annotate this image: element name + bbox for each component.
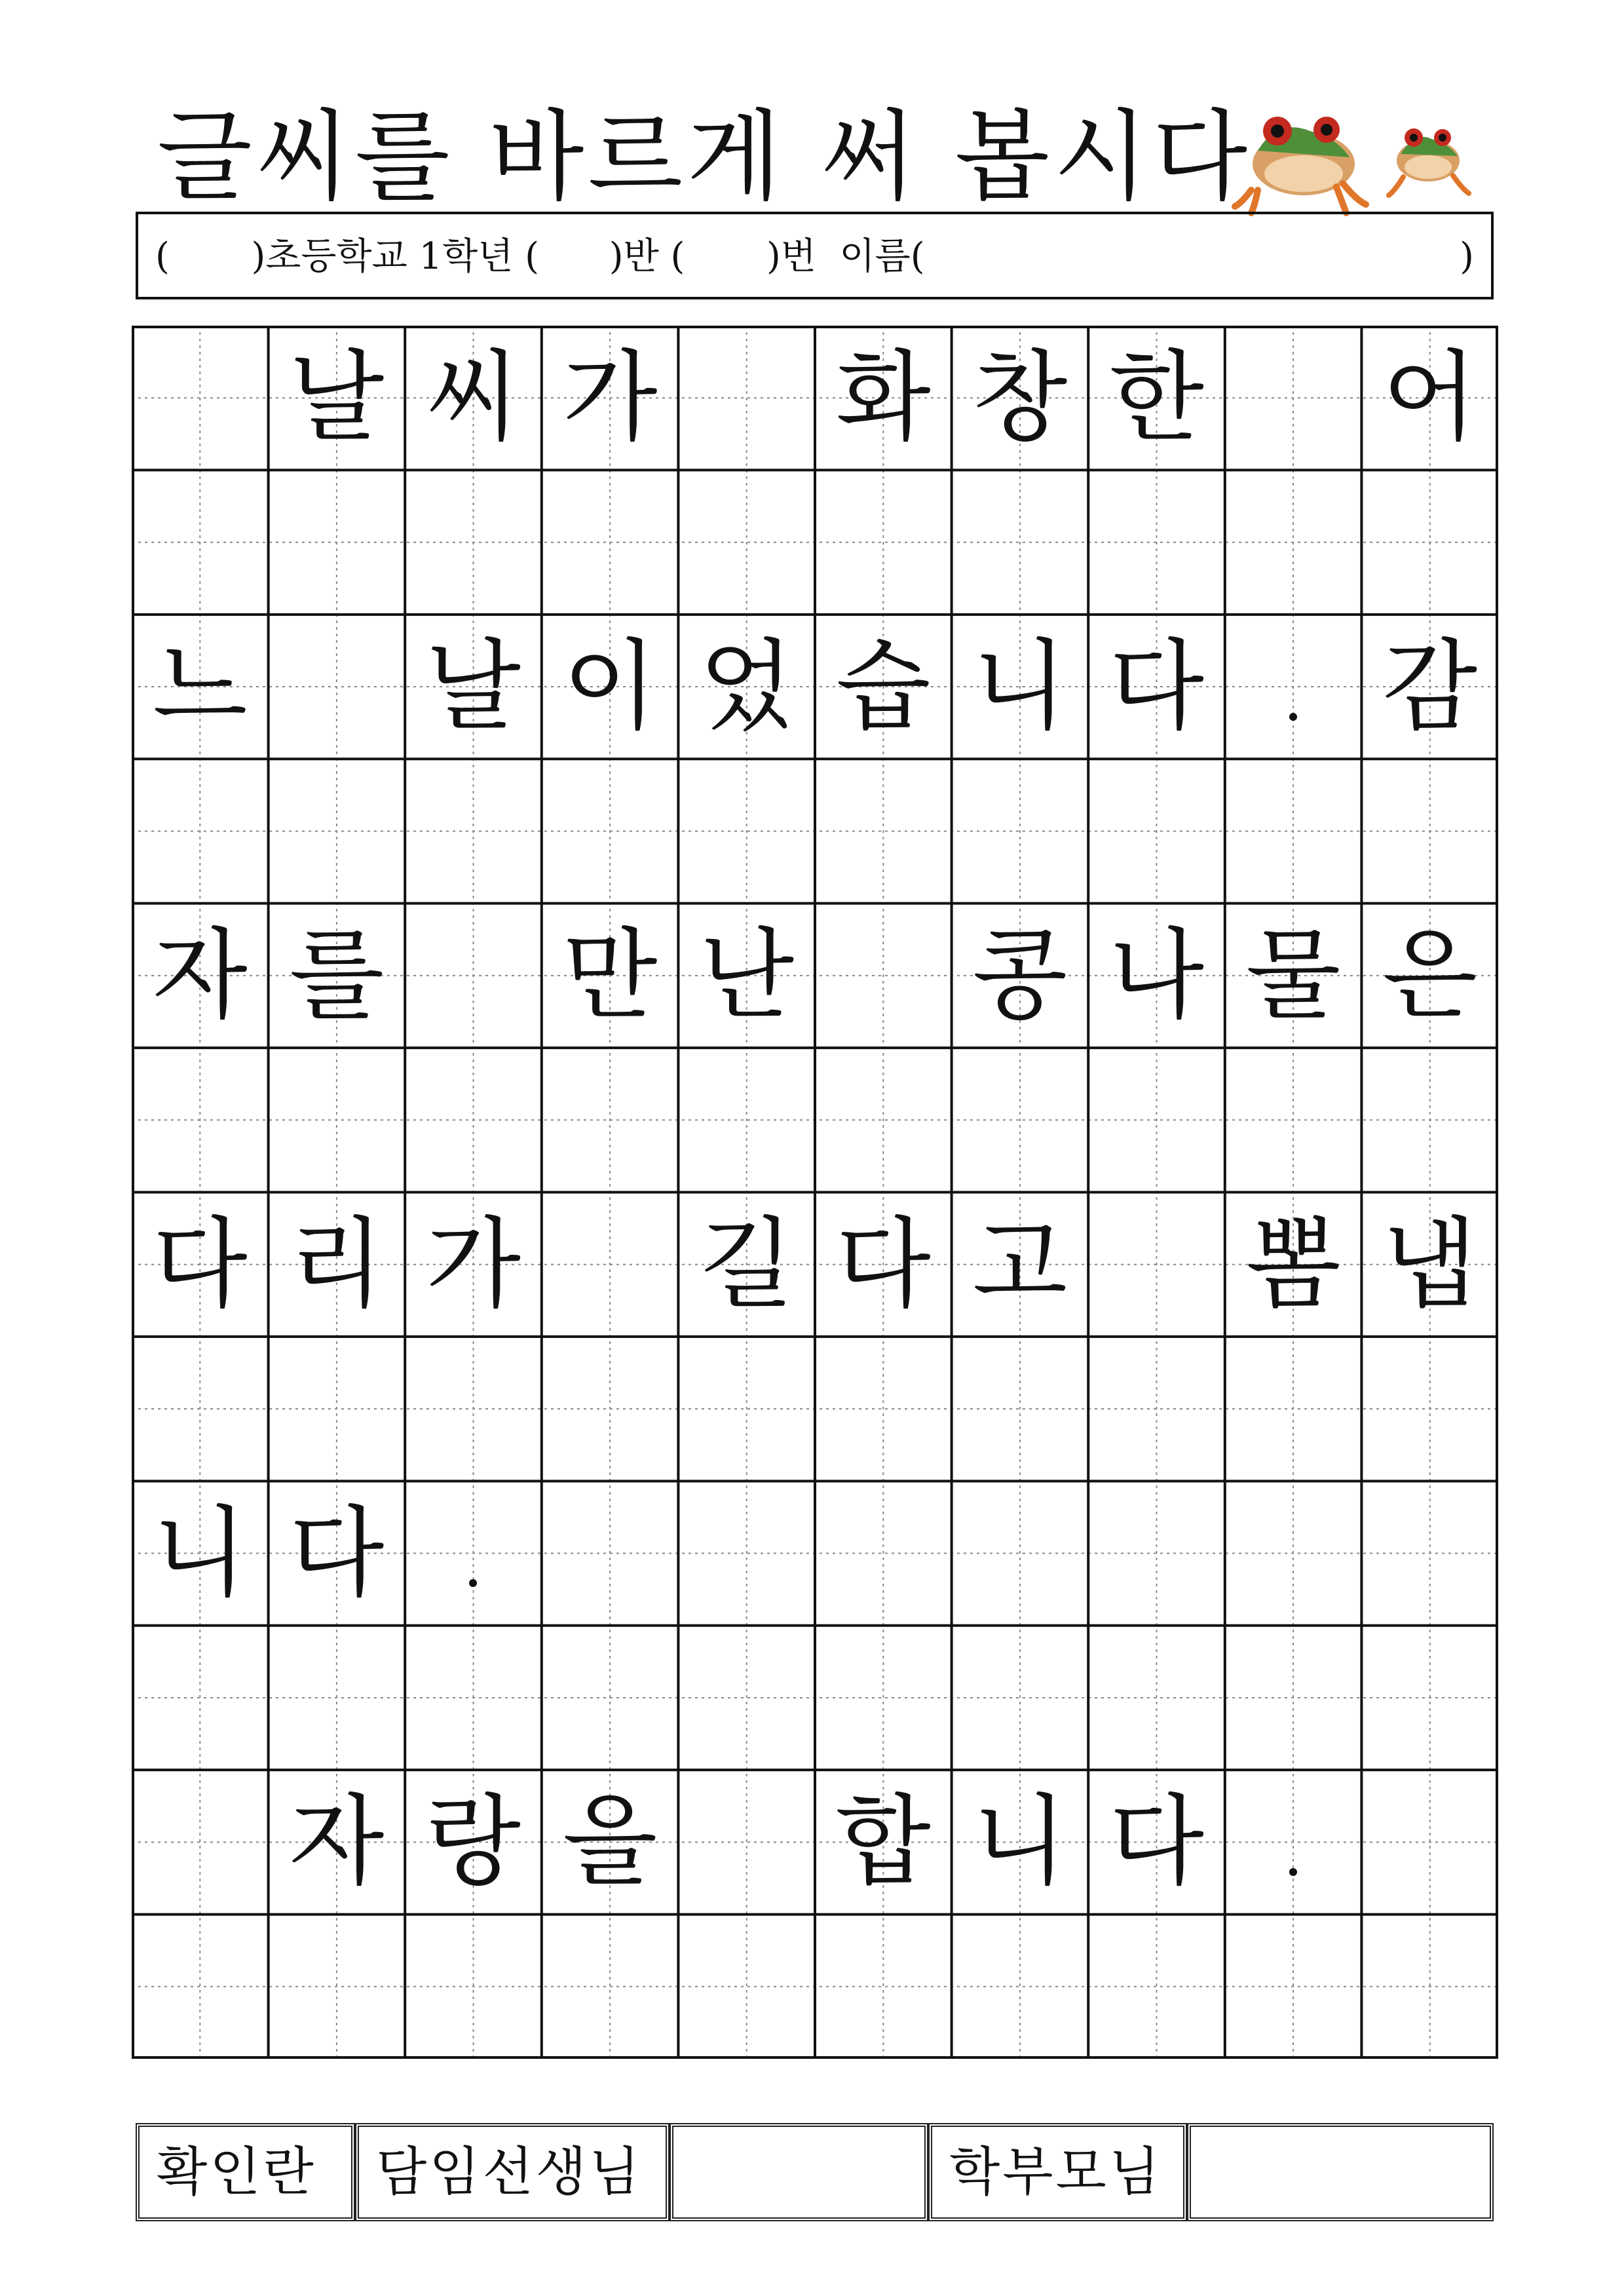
grid-cell	[1225, 759, 1362, 903]
grid-cell	[1361, 1048, 1498, 1192]
grid-cell	[1225, 1915, 1362, 2059]
grid-character: 어	[1382, 341, 1478, 455]
student-info-box	[136, 212, 1494, 299]
grid-cell	[405, 1193, 542, 1337]
grid-cell	[678, 1915, 815, 2059]
grid-character: 합	[835, 1785, 931, 1900]
grid-cell	[132, 1048, 269, 1192]
grid-cell	[1361, 470, 1498, 614]
grid-cell	[542, 759, 679, 903]
grid-cell	[1225, 1193, 1362, 1337]
teacher-label: 담임선생님	[355, 2123, 670, 2221]
grid-cell	[405, 1915, 542, 2059]
grid-cell	[1088, 615, 1225, 759]
grid-character: 콩	[972, 918, 1068, 1033]
grid-cell	[678, 1193, 815, 1337]
grid-cell	[952, 470, 1089, 614]
grid-cell	[269, 759, 406, 903]
grid-cell	[542, 1337, 679, 1481]
grid-cell	[815, 615, 952, 759]
grid-character: 난	[699, 918, 795, 1033]
grid-cell	[1088, 1770, 1225, 1914]
grid-cell	[952, 1481, 1089, 1625]
grid-cell	[678, 615, 815, 759]
grid-cell	[1088, 1193, 1225, 1337]
grid-cell	[952, 759, 1089, 903]
grid-cell	[815, 326, 952, 470]
grid-cell	[1361, 904, 1498, 1048]
grid-cell	[1225, 1048, 1362, 1192]
grid-cell	[678, 470, 815, 614]
grid-cell	[678, 1337, 815, 1481]
grid-cell	[1088, 759, 1225, 903]
grid-cell	[542, 904, 679, 1048]
writing-grid	[132, 326, 1498, 2059]
grid-cell	[1361, 326, 1498, 470]
grid-character: 다	[1109, 1785, 1204, 1900]
grid-cell	[405, 615, 542, 759]
grid-cell	[952, 1337, 1089, 1481]
grid-cell	[132, 615, 269, 759]
grid-cell	[405, 759, 542, 903]
grid-character: 가	[562, 341, 658, 455]
grid-cell	[269, 1770, 406, 1914]
page-title: 글씨를 바르게 써 봅시다	[157, 100, 1252, 214]
confirm-label: 확인란	[136, 2123, 355, 2221]
frog-illustration	[1232, 92, 1481, 216]
grid-cell	[815, 1337, 952, 1481]
grid-cell	[269, 470, 406, 614]
grid-cell	[1088, 1481, 1225, 1625]
grid-cell	[1088, 1626, 1225, 1770]
grid-cell	[952, 326, 1089, 470]
grid-character: 길	[699, 1207, 795, 1322]
grid-cell	[1361, 1193, 1498, 1337]
grid-cell	[405, 470, 542, 614]
grid-character: 다	[1109, 630, 1204, 744]
grid-character: 화	[835, 341, 931, 455]
grid-cell	[1088, 1337, 1225, 1481]
grid-cell	[132, 1337, 269, 1481]
grid-character: 다	[835, 1207, 931, 1322]
grid-character: 니	[152, 1496, 248, 1611]
grid-cell	[405, 1770, 542, 1914]
grid-cell	[1225, 1481, 1362, 1625]
grid-cell	[1225, 904, 1362, 1048]
grid-cell	[952, 1770, 1089, 1914]
grid-cell	[1361, 1915, 1498, 2059]
grid-character: 자	[289, 1785, 385, 1900]
grid-cell	[405, 1337, 542, 1481]
grid-character: 한	[1109, 341, 1204, 455]
grid-cell	[132, 1481, 269, 1625]
grid-cell	[678, 1770, 815, 1914]
grid-cell	[269, 326, 406, 470]
grid-cell	[952, 1193, 1089, 1337]
grid-cell	[952, 615, 1089, 759]
grid-cell	[678, 326, 815, 470]
grid-cell	[269, 1193, 406, 1337]
grid-cell	[132, 326, 269, 470]
grid-cell	[815, 904, 952, 1048]
confirmation-row	[136, 2123, 1494, 2221]
grid-character: 를	[289, 918, 385, 1033]
grid-cell	[132, 904, 269, 1048]
grid-cell	[542, 1626, 679, 1770]
grid-cell	[542, 1770, 679, 1914]
grid-cell	[815, 1481, 952, 1625]
grid-cell	[1361, 1770, 1498, 1914]
parent-signature-box[interactable]	[1187, 2123, 1494, 2221]
grid-cell	[678, 1048, 815, 1192]
grid-character: 습	[835, 630, 931, 744]
grid-character: 은	[1382, 918, 1478, 1033]
period-mark	[1289, 1868, 1297, 1876]
grid-cell	[815, 1048, 952, 1192]
grid-character: 날	[426, 630, 521, 744]
grid-character: 이	[562, 630, 658, 744]
grid-cell	[132, 1770, 269, 1914]
grid-cell	[542, 1915, 679, 2059]
grid-cell	[815, 1770, 952, 1914]
grid-cell	[1088, 1915, 1225, 2059]
grid-cell	[132, 1915, 269, 2059]
grid-character: 랑	[426, 1785, 521, 1900]
grid-cell	[542, 1481, 679, 1625]
grid-cell	[1225, 1770, 1362, 1914]
grid-character: 창	[972, 341, 1068, 455]
grid-character: 만	[562, 918, 658, 1033]
student-info-text: ( )초등학교 1학년 ( )반 ( )번 이름(	[155, 235, 925, 278]
grid-cell	[952, 1915, 1089, 2059]
grid-cell	[132, 470, 269, 614]
grid-cell	[269, 1337, 406, 1481]
grid-cell	[542, 326, 679, 470]
grid-cell	[678, 1626, 815, 1770]
grid-cell	[269, 615, 406, 759]
grid-cell	[542, 1193, 679, 1337]
grid-cell	[1088, 326, 1225, 470]
grid-character: 감	[1382, 630, 1478, 744]
grid-character: 나	[1109, 918, 1204, 1033]
small-frog	[1389, 128, 1469, 195]
grid-cell	[1361, 1481, 1498, 1625]
grid-cell	[542, 1048, 679, 1192]
grid-cell	[1361, 615, 1498, 759]
grid-cell	[132, 759, 269, 903]
grid-character: 가	[426, 1207, 521, 1322]
grid-character: 니	[972, 1785, 1068, 1900]
grid-character: 날	[289, 341, 385, 455]
grid-cell	[1088, 470, 1225, 614]
grid-character: 다	[289, 1496, 385, 1611]
grid-character: 냅	[1382, 1207, 1478, 1322]
grid-cell	[1225, 326, 1362, 470]
teacher-signature-box[interactable]	[670, 2123, 928, 2221]
grid-character: 물	[1245, 918, 1341, 1033]
grid-cell	[1088, 1048, 1225, 1192]
grid-character: 었	[699, 630, 795, 744]
grid-cell	[405, 904, 542, 1048]
grid-cell	[405, 326, 542, 470]
grid-cell	[952, 904, 1089, 1048]
grid-character: 을	[562, 1785, 658, 1900]
grid-cell	[542, 615, 679, 759]
grid-cell	[132, 1626, 269, 1770]
grid-character: 자	[152, 918, 248, 1033]
grid-cell	[815, 470, 952, 614]
big-frog	[1235, 117, 1366, 213]
grid-cell	[542, 470, 679, 614]
grid-cell	[269, 1481, 406, 1625]
grid-character: 다	[152, 1207, 248, 1322]
grid-cell	[1361, 1337, 1498, 1481]
grid-cell	[952, 1626, 1089, 1770]
grid-character: 리	[289, 1207, 385, 1322]
grid-cell	[405, 1481, 542, 1625]
parent-label: 학부모님	[928, 2123, 1187, 2221]
grid-cell	[815, 1193, 952, 1337]
grid-cell	[815, 759, 952, 903]
period-mark	[469, 1579, 477, 1587]
grid-cell	[269, 904, 406, 1048]
grid-cell	[1361, 759, 1498, 903]
grid-cell	[1088, 904, 1225, 1048]
grid-character: 뽐	[1245, 1207, 1341, 1322]
grid-cell	[952, 1048, 1089, 1192]
grid-cell	[1225, 1337, 1362, 1481]
grid-character: 고	[972, 1207, 1068, 1322]
period-mark	[1289, 713, 1297, 721]
grid-cell	[405, 1048, 542, 1192]
grid-cell	[269, 1915, 406, 2059]
grid-cell	[678, 759, 815, 903]
grid-cell	[678, 1481, 815, 1625]
grid-character: 니	[972, 630, 1068, 744]
grid-cell	[1225, 470, 1362, 614]
grid-cell	[269, 1048, 406, 1192]
grid-cell	[1225, 615, 1362, 759]
grid-cell	[405, 1626, 542, 1770]
grid-cell	[815, 1626, 952, 1770]
grid-character: 느	[152, 630, 248, 744]
grid-cell	[1225, 1626, 1362, 1770]
grid-cell	[678, 904, 815, 1048]
grid-cell	[132, 1193, 269, 1337]
student-info-close: )	[1460, 235, 1474, 278]
grid-character: 씨	[426, 341, 521, 455]
grid-cell	[1361, 1626, 1498, 1770]
grid-cell	[815, 1915, 952, 2059]
grid-cell	[269, 1626, 406, 1770]
